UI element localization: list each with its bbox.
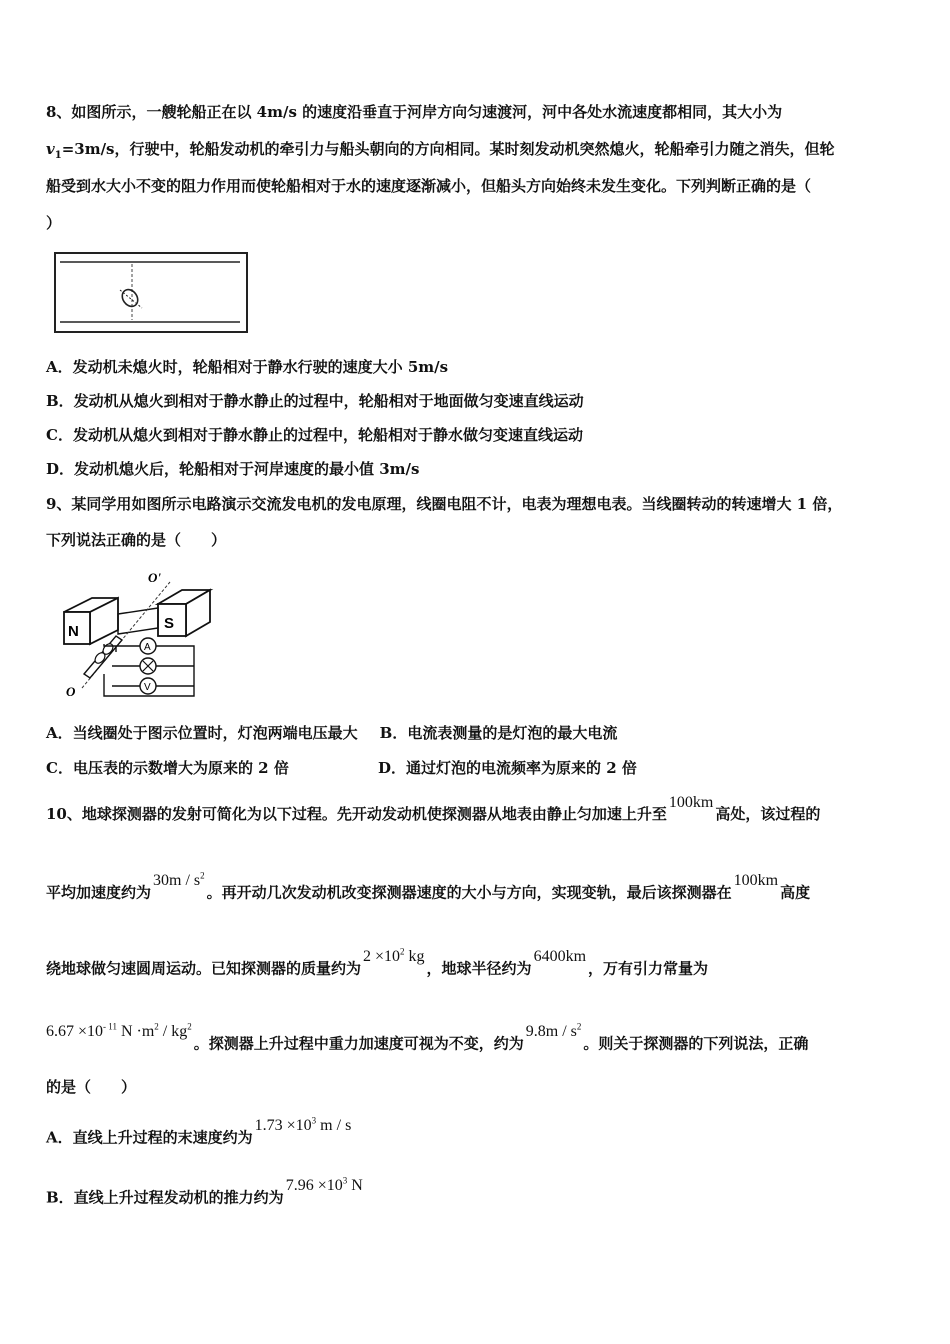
q10-math-mass-sup: 2 [400,947,405,957]
q10-math-g-sup2: 2 [154,1022,159,1032]
q8-line-3: 船受到水大小不变的阻力作用而使轮船相对于水的速度逐渐减小，但船头方向始终未发生变化。下列判断正确的是（ [46,177,812,195]
q8-line-2-text: =3m/s，行驶中，轮船发动机的牵引力与船头朝向的方向相同。某时刻发动机突然熄火，轮船牵引力随之消失，但轮 [61,140,835,158]
q10-line-1-text-b: 高处，该过程的 [715,805,821,823]
river-boat-figure [54,252,248,334]
q10-line-2 [46,871,811,903]
q10-math-gravity-sup: 2 [576,1022,582,1032]
q9-option-a: A．当线圈处于图示位置时，灯泡两端电压最大 [46,724,358,742]
voltmeter-label: V [144,682,151,693]
q10-math-g-base: 6.67 ×10 [46,1023,104,1041]
axis-label-bottom: O [66,684,76,699]
q8-line-4: ） [46,214,62,232]
q10-math-mass [363,948,425,965]
q10-option-a [46,1116,353,1148]
generator-circuit-figure [60,570,220,705]
q8-option-c: C．发动机从熄火到相对于静水静止的过程中，轮船相对于静水做匀变速直线运动 [46,426,583,444]
q10-math-g-unit: N ·m [116,1023,155,1041]
q10-math-orbit-height: 100km [733,872,779,890]
q10-math-accel-base: 30m / s [153,872,201,890]
q10-math-mass-base: 2 ×10 [363,948,401,966]
q10-math-g-constant [46,1023,192,1040]
q8-option-d: D．发动机熄火后，轮船相对于河岸速度的最小值 3m/s [46,460,420,478]
q10-option-b-math-unit: N [347,1177,363,1195]
q8-line-1: 8、如图所示，一艘轮船正在以 4m/s 的速度沿垂直于河岸方向匀速渡河，河中各处水流速度都相同，其大小为 [46,103,783,121]
q8-var-v: v [46,140,55,158]
q8-option-b: B．发动机从熄火到相对于静水静止的过程中，轮船相对于地面做匀变速直线运动 [46,392,584,410]
q9-option-b: B．电流表测量的是灯泡的最大电流 [379,724,618,742]
q10-math-height: 100km [668,794,714,811]
q9-option-c: C．电压表的示数增大为原来的 2 倍 [46,759,289,777]
q10-option-b-math [286,1177,363,1194]
q10-option-b-math-sup: 3 [342,1176,348,1186]
q10-math-g-sup3: 2 [187,1022,192,1032]
q10-math-gravity-base: 9.8m / s [525,1023,577,1041]
q9-options-row-2 [46,758,637,778]
q10-line-3 [46,947,709,979]
q10-math-accel [153,872,205,889]
figure-frame [55,253,247,332]
q10-line-2-text-c: 高度 [780,883,811,902]
q9-option-d: D．通过灯泡的电流频率为原来的 2 倍 [378,759,637,777]
q10-math-gravity [526,1023,582,1040]
q10-option-a-math-base: 1.73 ×10 [254,1117,312,1135]
q10-math-g-unit2: / kg [158,1023,188,1041]
q8-var-sub: 1 [54,150,62,161]
q10-math-accel-sup: 2 [200,871,205,881]
q10-line-1 [46,794,821,825]
ammeter-label: A [144,642,151,653]
q10-option-b-math-base: 7.96 ×10 [285,1177,343,1195]
q10-option-b [46,1176,365,1208]
q8-line-2 [46,139,835,166]
q10-line-4-text-b: 。则关于探测器的下列说法，正确 [583,1034,809,1053]
q8-option-a: A．发动机未熄火时，轮船相对于静水行驶的速度大小 5m/s [46,358,449,376]
magnet-s-label: S [164,615,175,632]
q10-line-2-text-a: 平均加速度约为 [46,883,152,902]
q10-option-a-math-unit: m / s [316,1117,352,1135]
q10-line-3-text-b: ，地球半径约为 [426,959,532,978]
q10-math-mass-unit: kg [404,948,425,966]
axis-label-top: O' [148,570,161,585]
q10-line-4 [46,1022,809,1054]
q10-option-a-text: A．直线上升过程的末速度约为 [46,1128,253,1147]
q10-line-4-text-a: 。探测器上升过程中重力加速度可视为不变，约为 [193,1034,524,1053]
q10-line-3-text-a: 绕地球做匀速圆周运动。已知探测器的质量约为 [46,959,362,978]
magnet-n-label: N [68,623,79,640]
q10-option-a-math-sup: 3 [311,1116,317,1126]
q10-option-a-math [255,1117,352,1134]
q10-option-b-text: B．直线上升过程发动机的推力约为 [46,1188,284,1207]
q9-options-row-1 [46,723,617,743]
q10-math-radius: 6400km [533,948,587,966]
q10-line-3-text-c: ，万有引力常量为 [588,959,709,978]
q10-line-1-text-a: 10、地球探测器的发射可简化为以下过程。先开动发动机使探测器从地表由静止匀加速上升至 [46,805,667,823]
q10-line-2-text-b: 。再开动几次发动机改变探测器速度的大小与方向，实现变轨，最后该探测器在 [206,883,732,902]
q10-math-g-sup: - 11 [103,1022,117,1032]
q9-line-2: 下列说法正确的是（ ） [46,531,227,549]
q10-line-5: 的是（ ） [46,1078,137,1096]
q9-line-1: 9、某同学用如图所示电路演示交流发电机的发电原理，线圈电阻不计，电表为理想电表。当线圈转动的转速增大 1 倍， [46,495,843,513]
